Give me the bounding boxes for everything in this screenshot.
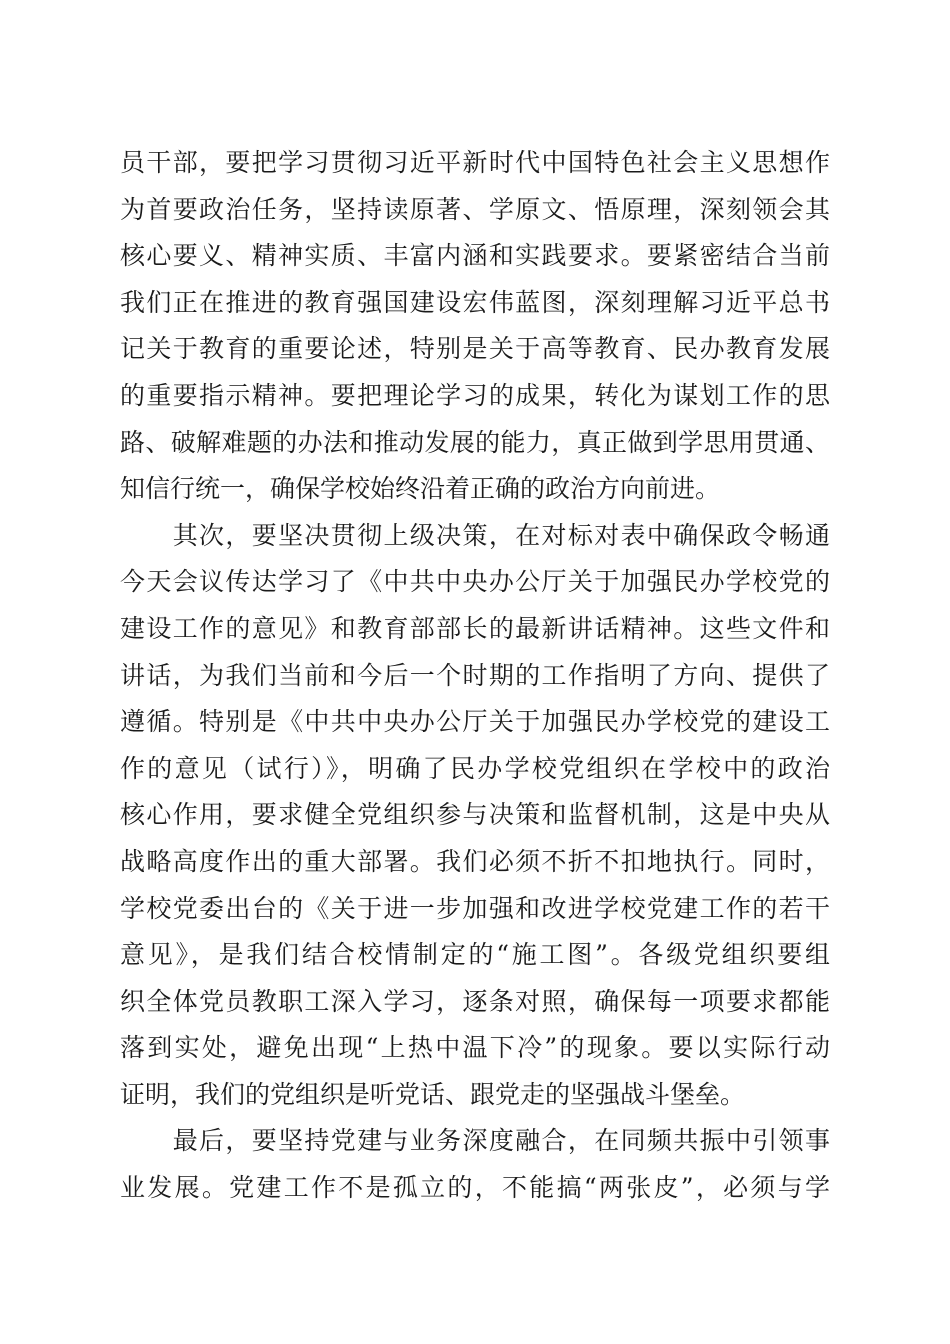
text-line: 我们正在推进的教育强国建设宏伟蓝图，深刻理解习近平总书 <box>120 287 830 317</box>
text-line: 落到实处，避免出现“上热中温下冷”的现象。要以实际行动 <box>120 1033 830 1063</box>
text-line: 战略高度作出的重大部署。我们必须不折不扣地执行。同时， <box>120 846 830 876</box>
text-line: 核心作用，要求健全党组织参与决策和监督机制，这是中央从 <box>120 800 830 830</box>
text-line: 员干部，要把学习贯彻习近平新时代中国特色社会主义思想作 <box>120 148 830 177</box>
text-line: 的重要指示精神。要把理论学习的成果，转化为谋划工作的思 <box>120 380 830 410</box>
text-line: 业发展。党建工作不是孤立的，不能搞“两张皮”，必须与学 <box>120 1173 830 1203</box>
text-line: 意见》，是我们结合校情制定的“施工图”。各级党组织要组 <box>120 940 830 970</box>
text-line: 作的意见（试行）》，明确了民办学校党组织在学校中的政治 <box>120 753 830 783</box>
text-line: 核心要义、精神实质、丰富内涵和实践要求。要紧密结合当前 <box>120 241 830 271</box>
text-line: 知信行统一，确保学校始终沿着正确的政治方向前进。 <box>120 474 721 504</box>
text-line: 为首要政治任务，坚持读原著、学原文、悟原理，深刻领会其 <box>120 194 830 224</box>
text-line: 建设工作的意见》和教育部部长的最新讲话精神。这些文件和 <box>120 613 830 643</box>
text-line: 路、破解难题的办法和推动发展的能力，真正做到学思用贯通、 <box>120 427 830 457</box>
text-line: 最后，要坚持党建与业务深度融合，在同频共振中引领事 <box>120 1126 830 1156</box>
text-line: 学校党委出台的《关于进一步加强和改进学校党建工作的若干 <box>120 893 830 923</box>
text-line: 遵循。特别是《中共中央办公厅关于加强民办学校党的建设工 <box>120 707 830 737</box>
text-line: 今天会议传达学习了《中共中央办公厅关于加强民办学校党的 <box>120 567 830 597</box>
text-line: 讲话，为我们当前和今后一个时期的工作指明了方向、提供了 <box>120 660 830 690</box>
text-line: 记关于教育的重要论述，特别是关于高等教育、民办教育发展 <box>120 334 830 364</box>
text-line: 织全体党员教职工深入学习，逐条对照，确保每一项要求都能 <box>120 986 830 1016</box>
text-line: 证明，我们的党组织是听党话、跟党走的坚强战斗堡垒。 <box>120 1079 746 1109</box>
body-text <box>120 140 830 1212</box>
text-line: 其次，要坚决贯彻上级决策，在对标对表中确保政令畅通 <box>120 520 830 550</box>
